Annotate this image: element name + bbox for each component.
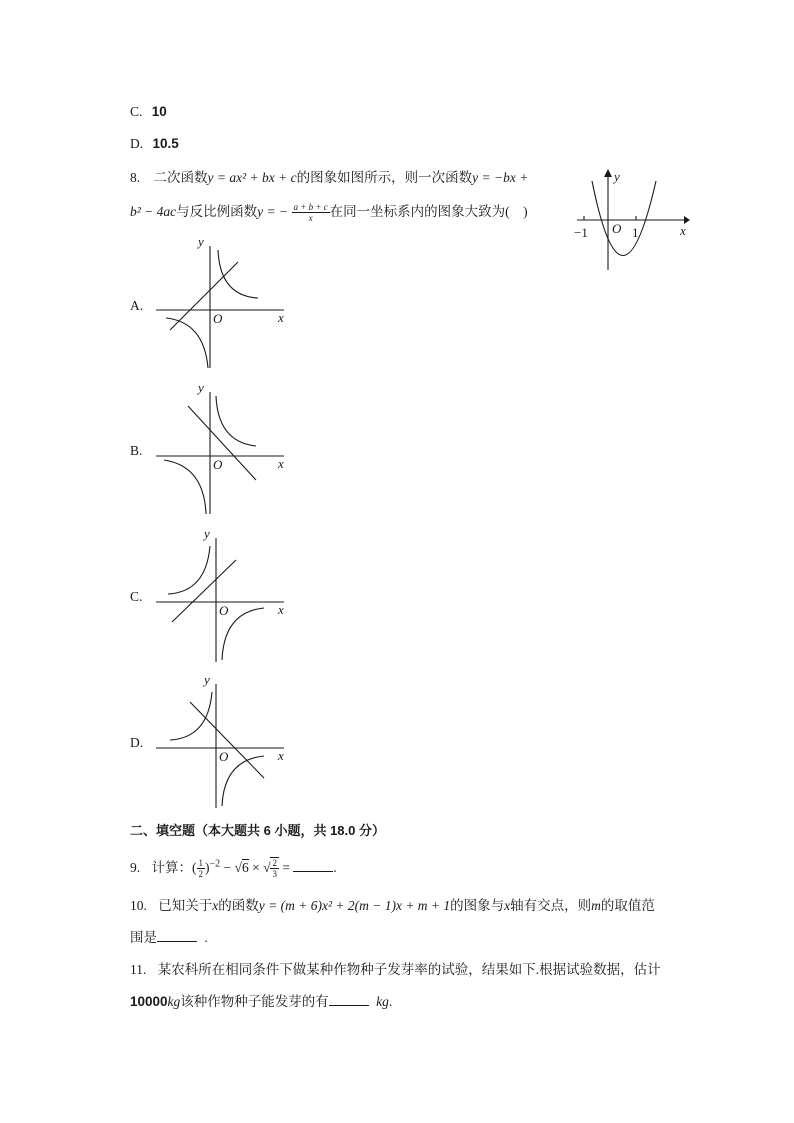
- choice-b-graph: [152, 380, 292, 520]
- q11-unit: kg: [167, 994, 181, 1009]
- parabola-curve: [592, 181, 656, 256]
- q9-line: [130, 856, 337, 879]
- hyperbola-branch-upper-left: [168, 546, 210, 594]
- q11-unit2: kg: [376, 994, 389, 1009]
- q10-var-x2: x: [504, 898, 511, 913]
- q9-paren-open: (: [192, 860, 197, 875]
- q10-line1: [130, 894, 655, 914]
- q10-mid3: 轴有交点，则: [510, 898, 592, 913]
- q11-line1: [130, 958, 661, 978]
- minus-one-label: −1: [574, 225, 588, 240]
- x-label: x: [278, 310, 284, 325]
- choice-c-graph: [152, 526, 292, 666]
- hyperbola-branch-upper: [216, 396, 256, 446]
- q10-answer-blank[interactable]: [157, 929, 197, 942]
- q8-line1: [130, 166, 528, 186]
- section-title-text: 二、填空题（本大题共 6 小题，共 18.0 分）: [130, 823, 385, 838]
- q8-fraction-num: a + b + c: [293, 202, 328, 213]
- q10-line2-prefix: 围是: [130, 930, 157, 945]
- q9-end: .: [333, 860, 337, 875]
- q11-amount: 10000: [130, 994, 168, 1009]
- q9-minus: −: [223, 860, 232, 875]
- origin-label: O: [612, 221, 622, 236]
- choice-c-label: C.: [130, 589, 143, 604]
- x-label: x: [278, 748, 284, 763]
- q8-linear: y = −bx +: [472, 170, 529, 185]
- option-c: [130, 104, 167, 120]
- y-axis-arrow-icon: [604, 169, 612, 177]
- q10-end: .: [204, 930, 208, 945]
- q9-times: ×: [252, 860, 260, 875]
- q9-sqrt6: 6: [241, 860, 249, 875]
- q8-fraction: [292, 202, 330, 223]
- q10-suffix: 的取值范: [600, 898, 655, 913]
- q10-number: 10.: [130, 898, 147, 913]
- q10-var-m: m: [591, 898, 601, 913]
- q8-inverse: y = −: [257, 204, 289, 219]
- option-c-value: 10: [151, 104, 167, 119]
- q9-prefix: 计算：: [151, 860, 192, 875]
- q8-text-prefix: 二次函数: [153, 170, 208, 185]
- q10-function: y = (m + 6)x² + 2(m − 1)x + m + 1: [258, 898, 451, 913]
- line: [170, 262, 238, 330]
- hyperbola-branch-lower: [166, 318, 208, 368]
- q9-number: 9.: [130, 860, 141, 875]
- choice-b-label: B.: [130, 443, 143, 458]
- q9-exponent: −2: [209, 858, 221, 870]
- x-label: x: [278, 602, 284, 617]
- origin-label: O: [213, 457, 223, 472]
- q9-fraction: [197, 858, 206, 879]
- q11-number: 11.: [130, 962, 147, 977]
- q11-line2: [130, 990, 392, 1010]
- choice-d-graph: [152, 672, 292, 812]
- choice-a-label: A.: [130, 298, 144, 313]
- origin-label: O: [219, 603, 229, 618]
- q10-prefix: 已知关于: [158, 898, 213, 913]
- q9-equals: =: [282, 860, 290, 875]
- q11-mid: 该种作物种子能发芽的有: [180, 994, 329, 1009]
- x-label: x: [680, 223, 686, 238]
- origin-label: O: [213, 311, 223, 326]
- sqrt-icon: √: [234, 860, 242, 875]
- section-title: [130, 820, 385, 839]
- q9-sqrt-fraction: [270, 858, 279, 879]
- q9-fraction-num: 1: [198, 858, 203, 869]
- q9-answer-blank[interactable]: [293, 859, 333, 872]
- q9-sqrt-fraction-num: 2: [272, 858, 277, 869]
- line: [190, 702, 264, 778]
- q10-mid: 的函数: [218, 898, 259, 913]
- q9-fraction-den: 2: [198, 869, 203, 880]
- option-c-label: C.: [130, 104, 143, 119]
- q8-text-mid: 的图象如图所示，则一次函数: [296, 170, 473, 185]
- y-label: y: [198, 380, 204, 395]
- x-label: x: [278, 456, 284, 471]
- q11-end: .: [388, 994, 393, 1009]
- one-label: 1: [632, 225, 639, 240]
- q8-line2: [130, 200, 528, 223]
- q8-number: 8.: [130, 170, 141, 185]
- y-label: y: [614, 169, 620, 184]
- y-label: y: [204, 526, 210, 541]
- origin-label: O: [219, 749, 229, 764]
- q10-var-x: x: [212, 898, 219, 913]
- sqrt-icon: √: [263, 860, 271, 875]
- y-label: y: [204, 672, 210, 687]
- q10-line2: [130, 926, 208, 946]
- q11-answer-blank[interactable]: [329, 993, 369, 1006]
- q8-fraction-den: x: [308, 213, 313, 224]
- q9-sqrt-frac: [270, 857, 279, 879]
- q9-sqrt-fraction-den: 3: [272, 869, 277, 880]
- q10-mid2: 的图象与: [450, 898, 505, 913]
- option-d: [130, 136, 179, 152]
- option-d-label: D.: [130, 136, 144, 151]
- hyperbola-branch-upper-left: [170, 692, 212, 740]
- choice-d-label: D.: [130, 735, 144, 750]
- q9-paren-close: ): [205, 860, 210, 875]
- q8-discriminant: b² − 4ac: [130, 204, 177, 219]
- q8-text-suffix: 在同一坐标系内的图象大致为( ): [329, 204, 528, 219]
- hyperbola-branch-upper: [218, 250, 258, 298]
- option-d-value: 10.5: [152, 136, 179, 151]
- hyperbola-branch-lower: [164, 460, 206, 514]
- q8-parabola-graph: [572, 165, 692, 275]
- y-label: y: [198, 234, 204, 249]
- q8-quadratic: y = ax² + bx + c: [207, 170, 297, 185]
- q8-text-mid2: 与反比例函数: [176, 204, 258, 219]
- choice-a-graph: [152, 234, 292, 374]
- q11-text: 某农科所在相同条件下做某种作物种子发芽率的试验，结果如下.根据试验数据，估计: [157, 962, 661, 977]
